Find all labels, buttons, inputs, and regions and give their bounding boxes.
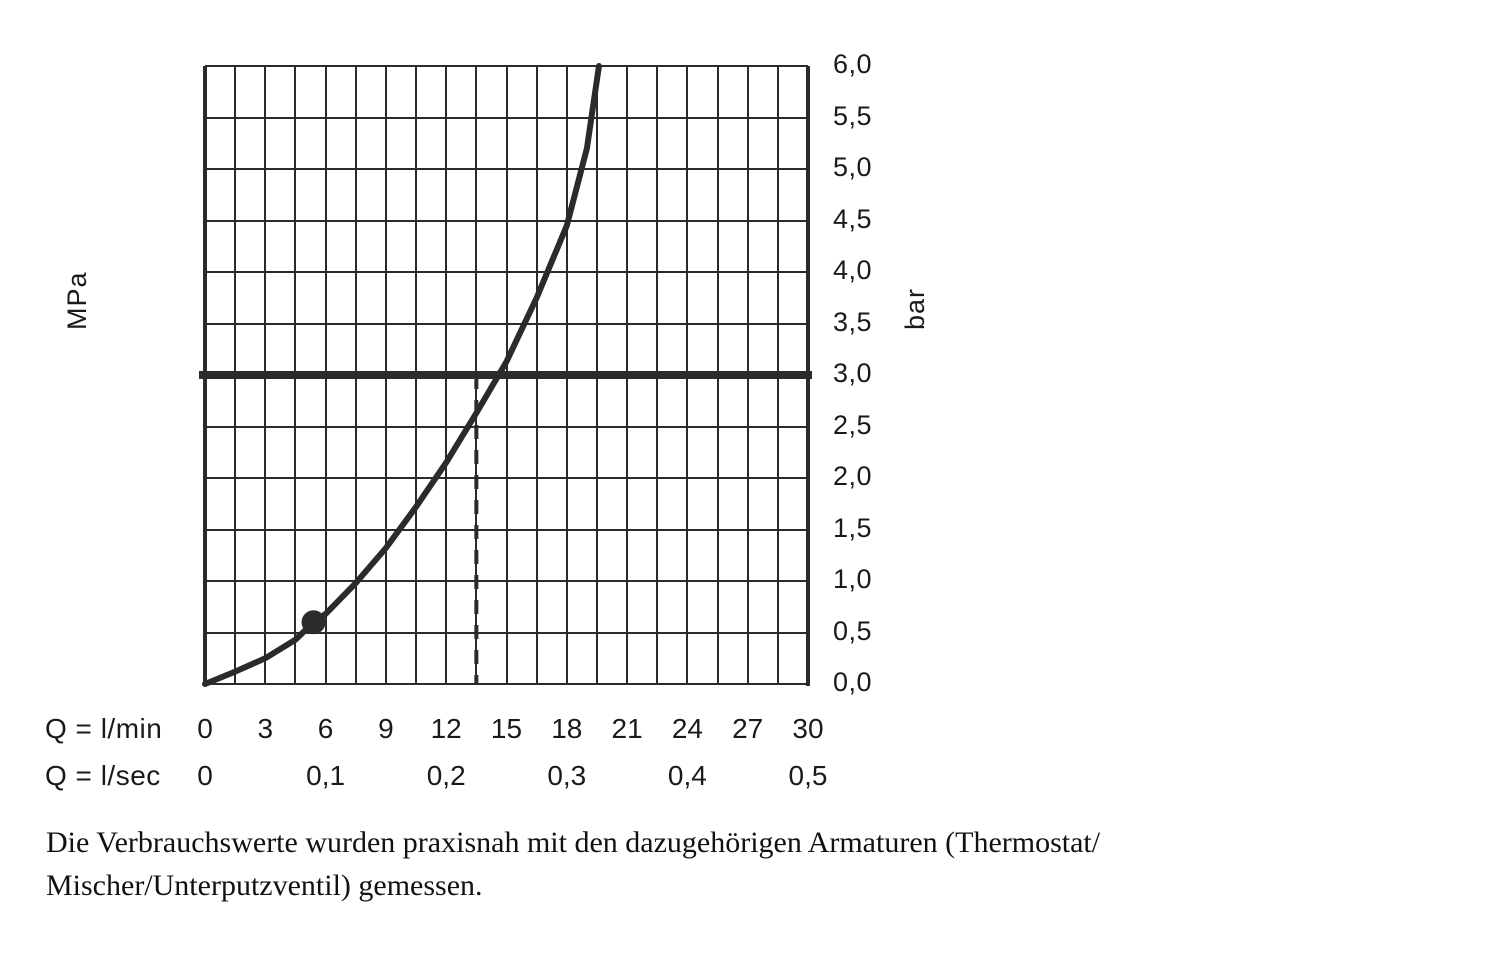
x-axis-row-lsec: [0, 760, 1000, 800]
x-tick-label-lmin: 6: [317, 713, 334, 744]
x-tick-label-lmin: 3: [257, 713, 274, 744]
x-tick-label-lmin: 12: [430, 713, 462, 744]
y-tick-label-bar: 5,0: [833, 152, 873, 182]
x-tick-label-lsec: 0,5: [788, 760, 828, 791]
reference-line-3bar: [199, 371, 812, 379]
caption-line-1: Die Verbrauchswerte wurden praxisnah mit den dazugehörigen Armaturen (Thermostat/: [46, 826, 1101, 859]
x-tick-label-lsec: 0,3: [547, 760, 587, 791]
y-tick-label-bar: 1,5: [833, 512, 873, 543]
y-tick-label-bar: 1,0: [833, 564, 873, 594]
y-tick-label-bar: 4,0: [833, 255, 873, 285]
x-tick-label-lmin: 21: [611, 713, 643, 744]
chart-caption: [46, 822, 1376, 907]
x-tick-label-lmin: 15: [490, 713, 523, 744]
x-tick-label-lmin: 0: [197, 713, 213, 744]
x-axis-label-lmin: Q = l/min: [45, 713, 163, 744]
y-tick-label-bar: 0,0: [833, 667, 873, 697]
x-axis-row-lmin: [0, 713, 1000, 753]
x-axis-label-lsec: Q = l/sec: [45, 760, 161, 791]
y-tick-label-bar: 5,5: [833, 100, 873, 131]
y-tick-label-bar: 4,5: [833, 203, 873, 234]
x-tick-label-lsec: 0,2: [426, 760, 466, 791]
y-tick-label-bar: 6,0: [833, 49, 873, 79]
y-axis-title-bar: bar: [900, 287, 930, 330]
y-tick-label-bar: 3,0: [833, 358, 873, 388]
data-point-marker: [302, 610, 326, 634]
x-tick-label-lmin: 18: [551, 713, 583, 744]
x-tick-label-lmin: 27: [732, 713, 764, 744]
x-tick-label-lmin: 24: [671, 713, 703, 744]
y-tick-label-bar: 3,5: [833, 306, 873, 337]
x-tick-label-lsec: 0,1: [306, 760, 346, 791]
x-tick-label-lmin: 9: [378, 713, 394, 744]
x-tick-label-lmin: 30: [792, 713, 824, 744]
caption-line-2: Mischer/Unterputzventil) gemessen.: [46, 868, 483, 902]
y-tick-label-bar: 2,0: [833, 461, 873, 491]
x-tick-label-lsec: 0: [197, 760, 213, 791]
y-axis-title-mpa: MPa: [62, 271, 92, 330]
x-tick-label-lsec: 0,4: [667, 760, 707, 791]
y-tick-label-bar: 2,5: [833, 409, 873, 440]
y-tick-label-bar: 0,5: [833, 615, 873, 646]
